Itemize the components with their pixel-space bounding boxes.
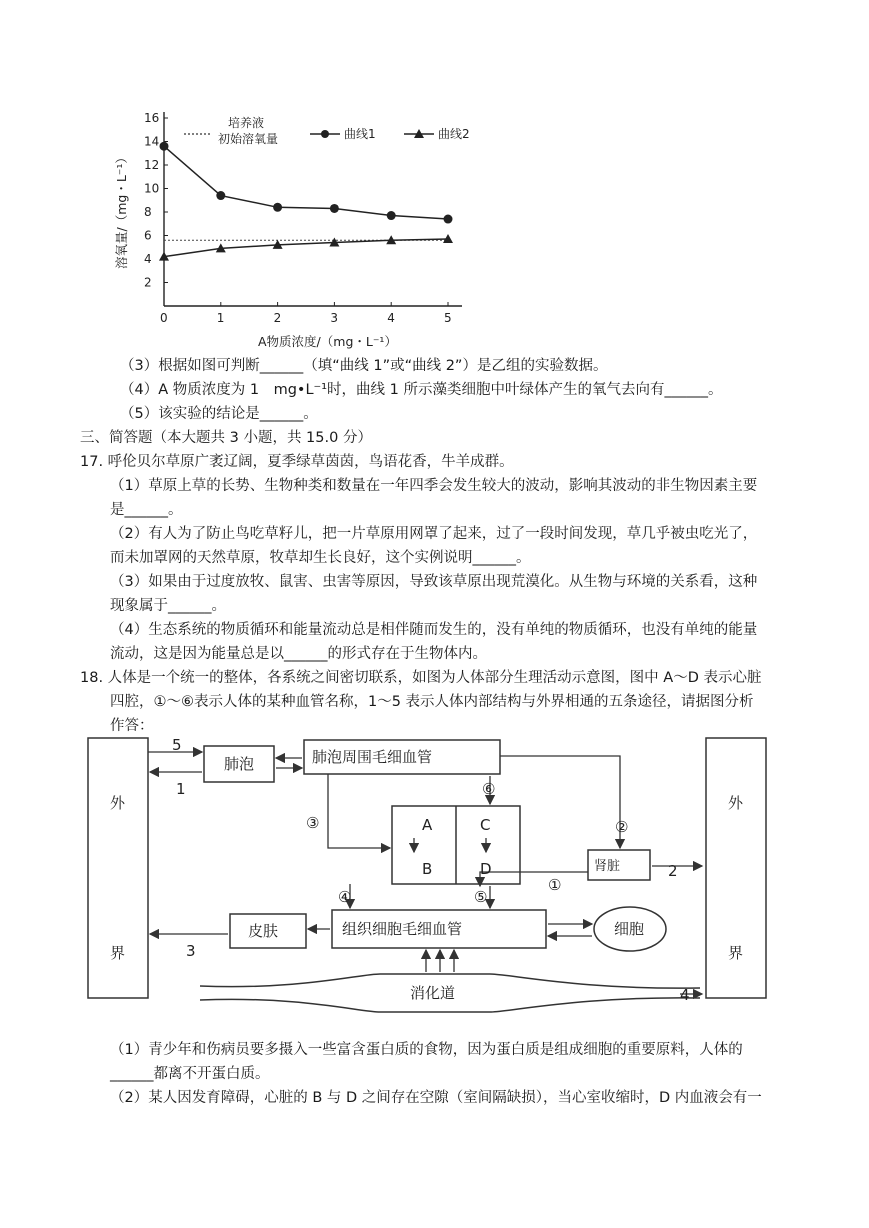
legend-initial-label-1: 培养液 [228,116,265,130]
series-1-point [216,191,225,200]
y-tick-label: 2 [144,275,152,290]
heart-chamber-b: B [422,860,433,878]
y-tick-label: 6 [144,228,152,243]
question-16-4: （4）A 物质浓度为 1 mg•L⁻¹时，曲线 1 所示藻类细胞中叶绿体产生的氧气去向有______。 [120,382,723,398]
x-axis-label: A物质浓度/（mg・L⁻¹） [258,334,397,349]
vessel-1-label: ① [548,876,562,894]
vessel-2-arrow [500,756,620,848]
question-17-stem: 17. 呼伦贝尔草原广袤辽阔，夏季绿草茵茵，鸟语花香，牛羊成群。 [80,454,514,470]
series-2-line [164,239,448,257]
x-tick-label: 2 [273,311,282,325]
y-tick-label: 16 [144,111,160,125]
question-18-1-line2: ______都离不开蛋白质。 [110,1066,270,1082]
skin-label: 皮肤 [248,922,279,940]
legend-initial-label-2: 初始溶氧量 [218,132,279,146]
vessel-4-label: ④ [338,888,352,906]
question-16-5: （5）该实验的结论是______。 [120,406,318,422]
question-17-4-line2: 流动，这是因为能量总是以______的形式存在于生物体内。 [110,646,487,662]
outside-left-char-1: 外 [110,794,126,812]
question-18-stem-line3: 作答： [110,718,154,734]
heart-chamber-a: A [422,816,433,834]
question-18-1-line1: （1）青少年和伤病员要多摄入一些富含蛋白质的食物，因为蛋白质是组成细胞的重要原料，人体的 [110,1042,743,1058]
x-tick-label: 1 [216,311,225,325]
legend-curve2-label: 曲线2 [438,127,470,141]
question-17-2-line1: （2）有人为了防止鸟吃草籽儿，把一片草原用网罩了起来，过了一段时间发现，草几乎被虫吃光了， [110,526,758,542]
y-tick-label: 12 [144,158,160,172]
series-1-line [164,146,448,219]
outside-left-char-2: 界 [110,944,126,962]
dissolved-oxygen-chart [108,104,488,354]
outside-right-char-2: 界 [728,944,744,962]
question-17-3-line1: （3）如果由于过度放牧、鼠害、虫害等原因，导致该草原出现荒漠化。从生物与环境的关系看，这种 [110,574,758,590]
series-1-point [387,211,396,220]
legend-curve1-marker [321,130,329,138]
diagram-svg [80,728,790,1028]
outside-right-char-1: 外 [728,794,744,812]
digestive-label: 消化道 [410,984,456,1002]
kidney-label: 肾脏 [594,859,621,874]
series-1-point [444,215,453,224]
vessel-5-label: ⑤ [474,888,488,906]
vessel-3-label: ③ [306,814,320,832]
vessel-6-label: ⑥ [482,780,496,798]
y-tick-label: 4 [144,252,152,266]
question-17-1-line2: 是______。 [110,502,183,518]
tissue-capillary-label: 组织细胞毛细血管 [342,920,463,938]
pathway-5-label: 5 [172,736,182,754]
y-tick-label: 14 [144,134,160,149]
series-1-point [160,142,169,151]
x-tick-label: 3 [330,311,339,325]
question-17-2-line2: 而未加罩网的天然草原，牧草却生长良好，这个实例说明______。 [110,550,531,566]
y-tick-label: 8 [144,205,152,219]
y-tick-label: 10 [144,181,160,196]
question-18-stem-line2: 四腔，①～⑥表示人体的某种血管名称，1～5 表示人体内部结构与外界相通的五条途径，请据图分析 [110,694,754,710]
series-1-point [330,204,339,213]
question-18-2-line1: （2）某人因发育障碍，心脏的 B 与 D 之间存在空隙（室间隔缺损），当心室收缩时，D 内血液会有一 [110,1090,762,1106]
cell-label: 细胞 [614,920,645,938]
question-17-3-line2: 现象属于______。 [110,598,226,614]
heart-chamber-c: C [480,816,491,834]
pathway-4-label: 4 [680,986,690,1004]
pathway-1-label: 1 [176,780,186,798]
question-18-stem-line1: 18. 人体是一个统一的整体，各系统之间密切联系，如图为人体部分生理活动示意图，图中 A～D 表示心脏 [80,670,762,686]
lung-label: 肺泡 [224,755,255,773]
vessel-2-label: ② [615,818,629,836]
legend-curve1-label: 曲线1 [344,127,376,141]
series-1-point [273,203,282,212]
physiology-diagram [80,728,790,1028]
heart-chamber-d: D [480,860,492,878]
question-17-4-line1: （4）生态系统的物质循环和能量流动总是相伴随而发生的，没有单纯的物质循环，也没有单纯的能量 [110,622,758,638]
question-16-3: （3）根据如图可判断______（填“曲线 1”或“曲线 2”）是乙组的实验数据。 [120,358,608,374]
pathway-2-label: 2 [668,862,678,880]
section-3-heading: 三、简答题（本大题共 3 小题，共 15.0 分） [80,430,372,446]
vessel-3-arrow [328,774,390,848]
y-axis-label: 溶氧量/（mg・L⁻¹） [114,151,129,269]
x-tick-label: 0 [160,311,168,325]
pathway-3-label: 3 [186,942,196,960]
lung-capillary-label: 肺泡周围毛细血管 [312,748,433,766]
x-tick-label: 5 [444,311,452,325]
chart-svg [108,104,488,354]
question-17-1-line1: （1）草原上草的长势、生物种类和数量在一年四季会发生较大的波动，影响其波动的非生物因素主要 [110,478,758,494]
x-tick-label: 4 [387,311,395,325]
